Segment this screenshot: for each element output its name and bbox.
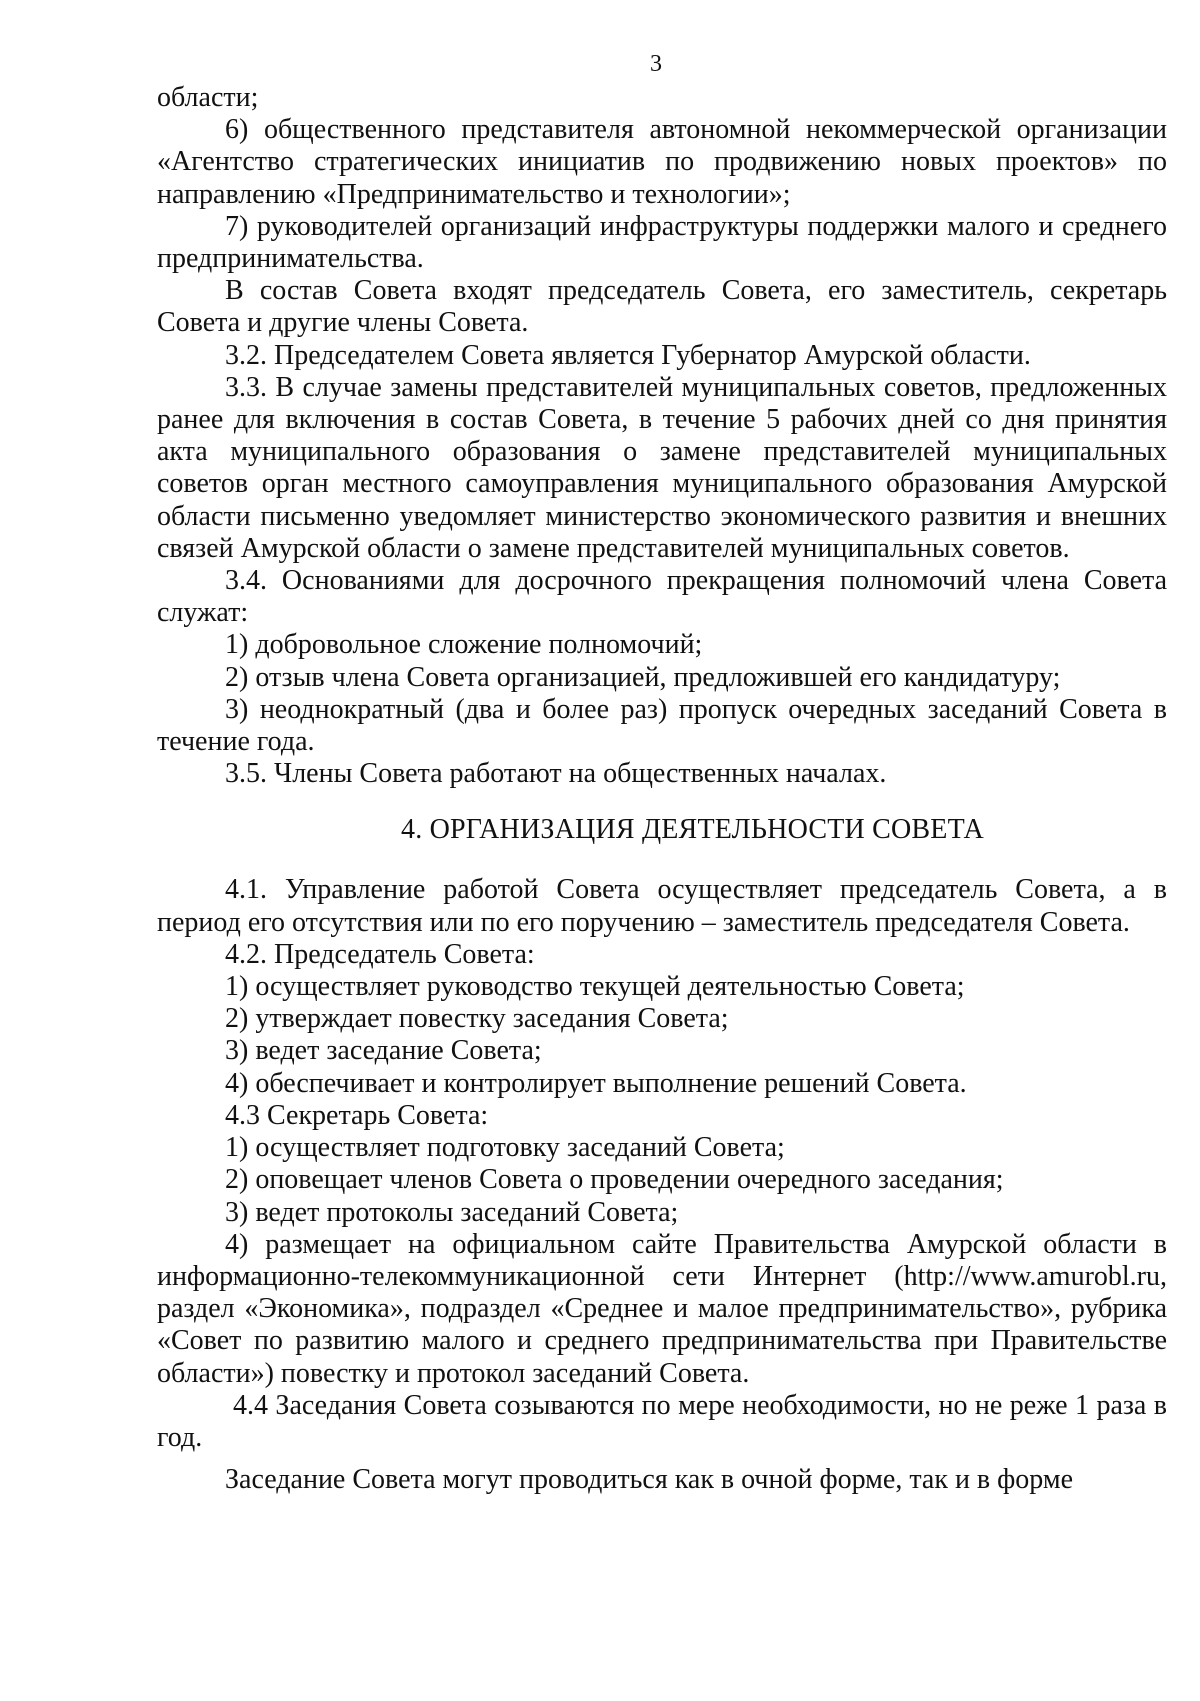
paragraph-item-6: 6) общественного представителя автономной некоммерческой организации «Агентство стратегических инициатив по продвижению новых проектов» по направлению «Предпринимательство и технологии»; (157, 114, 1167, 210)
paragraph-4-3: 4.3 Секретарь Совета: (225, 1099, 489, 1131)
paragraph-secretary-duty-4: 4) размещает на официальном сайте Правительства Амурской области в информационно-телекоммуникационной сети Интернет (http://www.amurobl.ru, раздел «Экономика», подраздел «Среднее и малое предпринимательство», рубрика «Совет по развитию малого и среднего предпринимательства при Правительстве области») повестку и протокол заседаний Совета. (157, 1228, 1167, 1389)
paragraph-chair-duty-1: 1) осуществляет руководство текущей деятельностью Совета; (225, 971, 965, 1003)
paragraph-termination-2: 2) отзыв члена Совета организацией, предложившей его кандидатуру; (225, 661, 1061, 693)
paragraph-chair-duty-4: 4) обеспечивает и контролирует выполнение решений Совета. (225, 1067, 967, 1099)
document-body (157, 82, 1167, 1496)
paragraph-secretary-duty-2: 2) оповещает членов Совета о проведении очередного заседания; (225, 1164, 1004, 1196)
paragraph-termination-1: 1) добровольное сложение полномочий; (225, 629, 703, 661)
page-number: 3 (650, 51, 662, 77)
paragraph-secretary-duty-1: 1) осуществляет подготовку заседаний Совета; (225, 1132, 785, 1164)
paragraph-chair-duty-2: 2) утверждает повестку заседания Совета; (225, 1003, 729, 1035)
section-heading-4: 4. ОРГАНИЗАЦИЯ ДЕЯТЕЛЬНОСТИ СОВЕТА (401, 814, 984, 846)
paragraph-4-4: 4.4 Заседания Совета созываются по мере необходимости, но не реже 1 раза в год. (157, 1389, 1167, 1453)
paragraph-chair-duty-3: 3) ведет заседание Совета; (225, 1035, 542, 1067)
paragraph-continuation: области; (157, 82, 259, 113)
paragraph-3-4: 3.4. Основаниями для досрочного прекращения полномочий члена Совета служат: (157, 565, 1167, 629)
paragraph-3-5: 3.5. Члены Совета работают на общественных началах. (225, 758, 887, 790)
paragraph-spacer (157, 1454, 1167, 1464)
paragraph-termination-3: 3) неоднократный (два и более раз) пропуск очередных заседаний Совета в течение года. (157, 693, 1167, 758)
paragraph-meeting-form: Заседание Совета могут проводиться как в очной форме, так и в форме (225, 1464, 1074, 1496)
paragraph-council-composition: В состав Совета входят председатель Совета, его заместитель, секретарь Совета и другие члены Совета. (157, 275, 1167, 339)
paragraph-4-1: 4.1. Управление работой Совета осуществляет председатель Совета, а в период его отсутствия или по его поручению – заместитель председателя Совета. (157, 874, 1167, 938)
paragraph-3-3: 3.3. В случае замены представителей муниципальных советов, предложенных ранее для включения в состав Совета, в течение 5 рабочих дней со дня принятия акта муниципального образования о замене представителей муниципальных советов орган местного самоуправления муниципального образования Амурской области письменно уведомляет министерство экономического развития и внешних связей Амурской области о замене представителей муниципальных советов. (157, 371, 1167, 564)
paragraph-4-2: 4.2. Председатель Совета: (225, 938, 535, 970)
paragraph-secretary-duty-3: 3) ведет протоколы заседаний Совета; (225, 1196, 679, 1228)
paragraph-item-7: 7) руководителей организаций инфраструктуры поддержки малого и среднего предпринимательства. (157, 210, 1167, 275)
paragraph-3-2: 3.2. Председателем Совета является Губернатор Амурской области. (225, 339, 1031, 371)
